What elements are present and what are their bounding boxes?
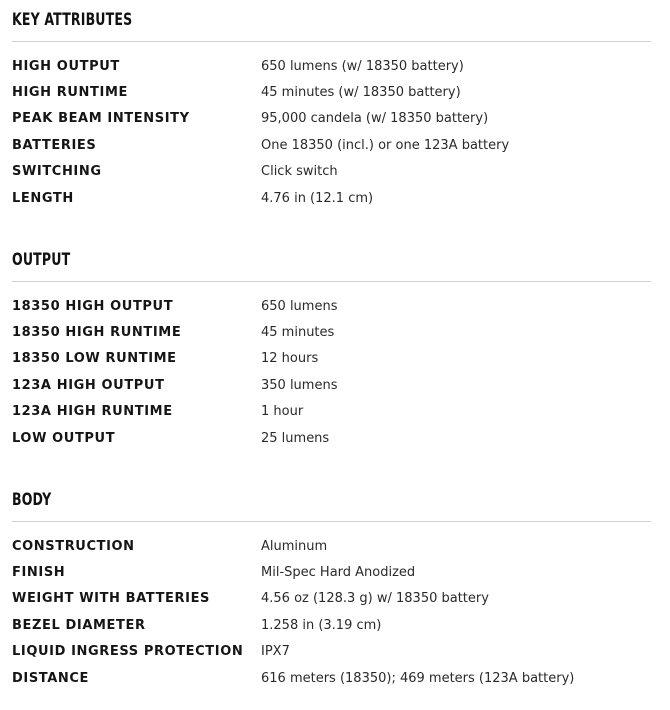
spec-label: WEIGHT WITH BATTERIES	[12, 591, 211, 607]
spec-row-weight-with-batteries	[12, 586, 651, 612]
spec-value: IPX7	[261, 644, 290, 660]
spec-value: 1.258 in (3.19 cm)	[261, 617, 382, 633]
section-title-output: OUTPUT	[12, 250, 71, 270]
spec-label: 123A HIGH OUTPUT	[12, 377, 165, 393]
spec-row-18350-high-output	[12, 293, 651, 319]
spec-list	[12, 293, 651, 451]
spec-value: Click switch	[261, 164, 338, 180]
section-divider	[12, 521, 651, 522]
spec-row-123a-high-runtime	[12, 399, 651, 425]
spec-label: HIGH RUNTIME	[12, 85, 128, 101]
key-attributes-section	[12, 8, 651, 211]
spec-value: 650 lumens	[261, 298, 338, 314]
section-divider	[12, 281, 651, 282]
spec-value: Mil-Spec Hard Anodized	[261, 565, 416, 581]
spec-label: 18350 HIGH RUNTIME	[12, 325, 182, 341]
spec-row-123a-high-output	[12, 372, 651, 398]
spec-row-construction	[12, 533, 651, 559]
spec-label: LIQUID INGRESS PROTECTION	[12, 644, 244, 660]
spec-list	[12, 533, 651, 691]
spec-row-liquid-ingress-protection	[12, 639, 651, 665]
spec-row-18350-low-runtime	[12, 346, 651, 372]
spec-label: BEZEL DIAMETER	[12, 617, 146, 633]
spec-row-finish	[12, 559, 651, 585]
spec-value: 45 minutes (w/ 18350 battery)	[261, 85, 461, 101]
spec-value: 45 minutes	[261, 325, 335, 341]
spec-value: 1 hour	[261, 404, 304, 420]
spec-row-length	[12, 185, 651, 211]
spec-label: SWITCHING	[12, 164, 102, 180]
spec-value: One 18350 (incl.) or one 123A battery	[261, 137, 510, 153]
spec-label: 123A HIGH RUNTIME	[12, 404, 173, 420]
section-divider	[12, 41, 651, 42]
spec-row-low-output	[12, 425, 651, 451]
spec-row-bezel-diameter	[12, 612, 651, 638]
spec-label: FINISH	[12, 565, 66, 581]
spec-row-batteries	[12, 132, 651, 158]
spec-value: 12 hours	[261, 351, 319, 367]
body-section	[12, 488, 651, 691]
spec-value: 616 meters (18350); 469 meters (123A battery)	[261, 670, 575, 686]
section-title-body: BODY	[12, 490, 52, 510]
spec-label: DISTANCE	[12, 670, 90, 686]
spec-value: 4.56 oz (128.3 g) w/ 18350 battery	[261, 591, 489, 607]
spec-value: 95,000 candela (w/ 18350 battery)	[261, 111, 489, 127]
spec-value: 25 lumens	[261, 430, 330, 446]
spec-row-switching	[12, 159, 651, 185]
spec-value: 4.76 in (12.1 cm)	[261, 190, 374, 206]
spec-row-peak-beam-intensity	[12, 106, 651, 132]
spec-label: 18350 LOW RUNTIME	[12, 351, 177, 367]
spec-label: HIGH OUTPUT	[12, 58, 120, 74]
spec-label: CONSTRUCTION	[12, 538, 135, 554]
spec-row-high-output	[12, 53, 651, 79]
spec-label: BATTERIES	[12, 137, 97, 153]
section-title-key-attributes: KEY ATTRIBUTES	[12, 10, 133, 30]
output-section	[12, 248, 651, 451]
spec-value: Aluminum	[261, 538, 328, 554]
spec-value: 650 lumens (w/ 18350 battery)	[261, 58, 464, 74]
spec-list	[12, 53, 651, 211]
spec-label: 18350 HIGH OUTPUT	[12, 298, 174, 314]
spec-label: PEAK BEAM INTENSITY	[12, 111, 190, 127]
spec-value: 350 lumens	[261, 377, 338, 393]
spec-label: LENGTH	[12, 190, 74, 206]
spec-row-distance	[12, 665, 651, 691]
spec-label: LOW OUTPUT	[12, 430, 116, 446]
spec-row-18350-high-runtime	[12, 319, 651, 345]
spec-row-high-runtime	[12, 79, 651, 105]
